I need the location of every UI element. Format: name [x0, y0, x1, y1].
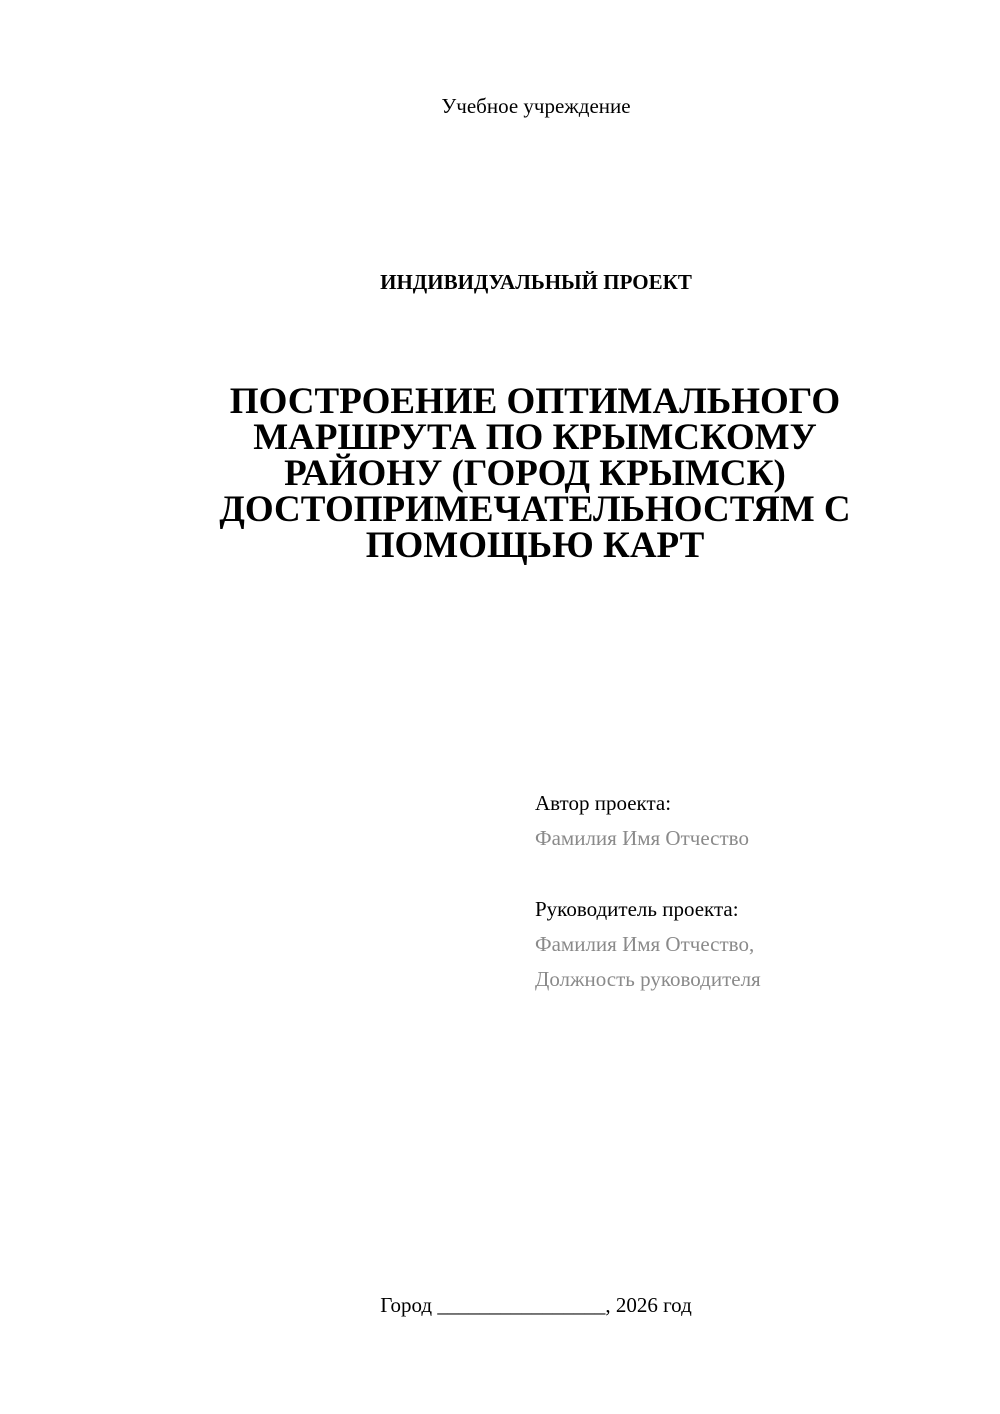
project-title-line: ДОСТОПРИМЕЧАТЕЛЬНОСТЯМ С [219, 489, 851, 530]
author-block [535, 786, 975, 856]
project-title-line: ПОСТРОЕНИЕ ОПТИМАЛЬНОГО [229, 381, 841, 422]
project-title-line: РАЙОНУ (ГОРОД КРЫМСК) [284, 453, 786, 494]
project-title-line: МАРШРУТА ПО КРЫМСКОМУ [253, 417, 817, 458]
supervisor-block [535, 892, 975, 997]
document-type: ИНДИВИДУАЛЬНЫЙ ПРОЕКТ [380, 270, 692, 294]
supervisor-label: Руководитель проекта: [535, 897, 739, 921]
supervisor-position: Должность руководителя [535, 967, 761, 991]
project-title-line: ПОМОЩЬЮ КАРТ [365, 525, 705, 566]
institution-name: Учебное учреждение [441, 94, 631, 118]
author-name: Фамилия Имя Отчество [535, 826, 749, 850]
author-label: Автор проекта: [535, 791, 672, 815]
supervisor-name: Фамилия Имя Отчество, [535, 932, 755, 956]
project-title [170, 381, 900, 566]
city-year-footer: Город ________________, 2026 год [380, 1293, 692, 1317]
